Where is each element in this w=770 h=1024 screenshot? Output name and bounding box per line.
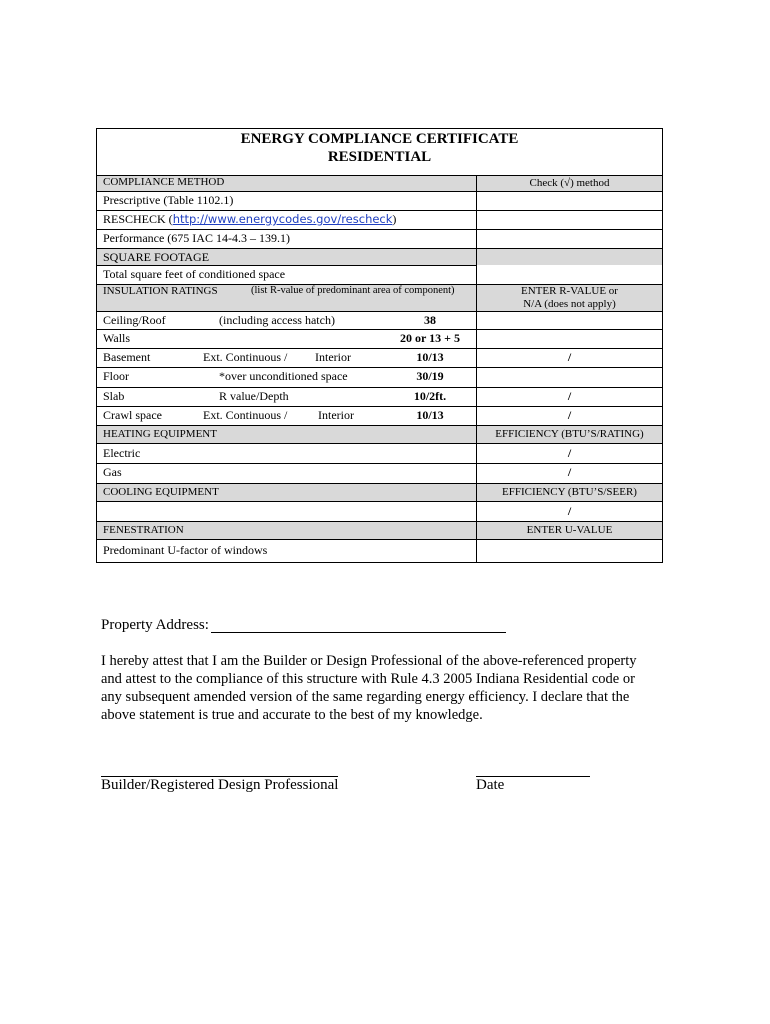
square-footage-label: SQUARE FOOTAGE xyxy=(103,250,210,264)
electric-label: Electric xyxy=(103,446,141,460)
basement-value: 10/13 xyxy=(416,350,444,364)
gas-efficiency-field[interactable]: / xyxy=(567,465,572,479)
attestation-line-2: and attest to the compliance of this structure with Rule 4.3 2005 Indiana Residential code or xyxy=(101,671,635,687)
walls-value: 20 or 13 + 5 xyxy=(400,331,460,345)
property-address-line xyxy=(211,632,506,633)
heating-equipment-label: HEATING EQUIPMENT xyxy=(103,428,217,440)
check-method-header: Check (√) method xyxy=(529,177,610,189)
rescheck-label: RESCHECK (http://www.energycodes.gov/rescheck) xyxy=(103,212,397,226)
slab-r-value-field[interactable]: / xyxy=(567,389,572,403)
builder-signature-field[interactable] xyxy=(101,758,338,776)
insulation-ratings-label: INSULATION RATINGS xyxy=(103,285,218,297)
floor-note: *over unconditioned space xyxy=(219,369,348,383)
crawl-r-value-field[interactable]: / xyxy=(567,408,572,422)
floor-label: Floor xyxy=(103,369,130,383)
u-value-header: ENTER U-VALUE xyxy=(526,524,613,536)
attestation-line-4: above statement is true and accurate to the best of my knowledge. xyxy=(101,707,483,723)
performance-check-field[interactable] xyxy=(478,231,661,247)
total-sqft-field[interactable] xyxy=(478,267,661,283)
attestation-line-1: I hereby attest that I am the Builder or Design Professional of the above-referenced property xyxy=(101,653,637,669)
u-factor-field[interactable] xyxy=(478,542,661,561)
r-value-header-line2: N/A (does not apply) xyxy=(523,298,616,310)
basement-int-label: Interior xyxy=(315,350,351,364)
crawl-ext-label: Ext. Continuous / xyxy=(203,408,288,422)
rescheck-link[interactable]: http://www.energycodes.gov/rescheck xyxy=(172,212,393,226)
certificate-subtitle: RESIDENTIAL xyxy=(327,149,432,165)
builder-signature-label: Builder/Registered Design Professional xyxy=(101,777,339,793)
total-sqft-label: Total square feet of conditioned space xyxy=(103,267,286,281)
prescriptive-label: Prescriptive (Table 1102.1) xyxy=(103,193,234,207)
cooling-efficiency-field[interactable]: / xyxy=(567,504,572,518)
fenestration-label: FENESTRATION xyxy=(103,524,184,536)
basement-label: Basement xyxy=(103,350,151,364)
cooling-equipment-label: COOLING EQUIPMENT xyxy=(103,486,219,498)
date-field[interactable] xyxy=(476,758,590,776)
electric-efficiency-field[interactable]: / xyxy=(567,446,572,460)
date-label: Date xyxy=(476,777,505,793)
certificate-title: ENERGY COMPLIANCE CERTIFICATE xyxy=(240,131,519,147)
r-value-header-line1: ENTER R-VALUE or xyxy=(521,285,618,297)
attestation-line-3: any subsequent amended version of the same regarding energy efficiency. I declare that the xyxy=(101,689,630,705)
cooling-equipment-field[interactable] xyxy=(98,503,474,519)
slab-note: R value/Depth xyxy=(219,389,289,403)
walls-label: Walls xyxy=(103,331,131,345)
slab-value: 10/2ft. xyxy=(413,389,447,403)
u-factor-label: Predominant U-factor of windows xyxy=(103,543,268,557)
prescriptive-check-field[interactable] xyxy=(478,193,661,209)
floor-value: 30/19 xyxy=(416,369,444,383)
slab-label: Slab xyxy=(103,389,125,403)
property-address-label: Property Address: xyxy=(101,617,209,633)
crawl-value: 10/13 xyxy=(416,408,444,422)
crawl-space-label: Crawl space xyxy=(103,408,162,422)
crawl-int-label: Interior xyxy=(318,408,354,422)
ceiling-value: 38 xyxy=(424,313,436,327)
ceiling-note: (including access hatch) xyxy=(219,313,335,327)
compliance-method-label: COMPLIANCE METHOD xyxy=(103,176,225,188)
performance-label: Performance (675 IAC 14-4.3 – 139.1) xyxy=(103,231,290,245)
ceiling-label: Ceiling/Roof xyxy=(103,313,166,327)
basement-ext-label: Ext. Continuous / xyxy=(203,350,288,364)
basement-r-value-field[interactable]: / xyxy=(567,350,572,364)
cooling-efficiency-header: EFFICIENCY (BTU’S/SEER) xyxy=(502,486,637,498)
gas-label: Gas xyxy=(103,465,122,479)
rescheck-check-field[interactable] xyxy=(478,212,661,228)
property-address-field[interactable] xyxy=(212,614,506,632)
insulation-note: (list R-value of predominant area of component) xyxy=(251,285,455,296)
heating-efficiency-header: EFFICIENCY (BTU’S/RATING) xyxy=(495,428,644,440)
